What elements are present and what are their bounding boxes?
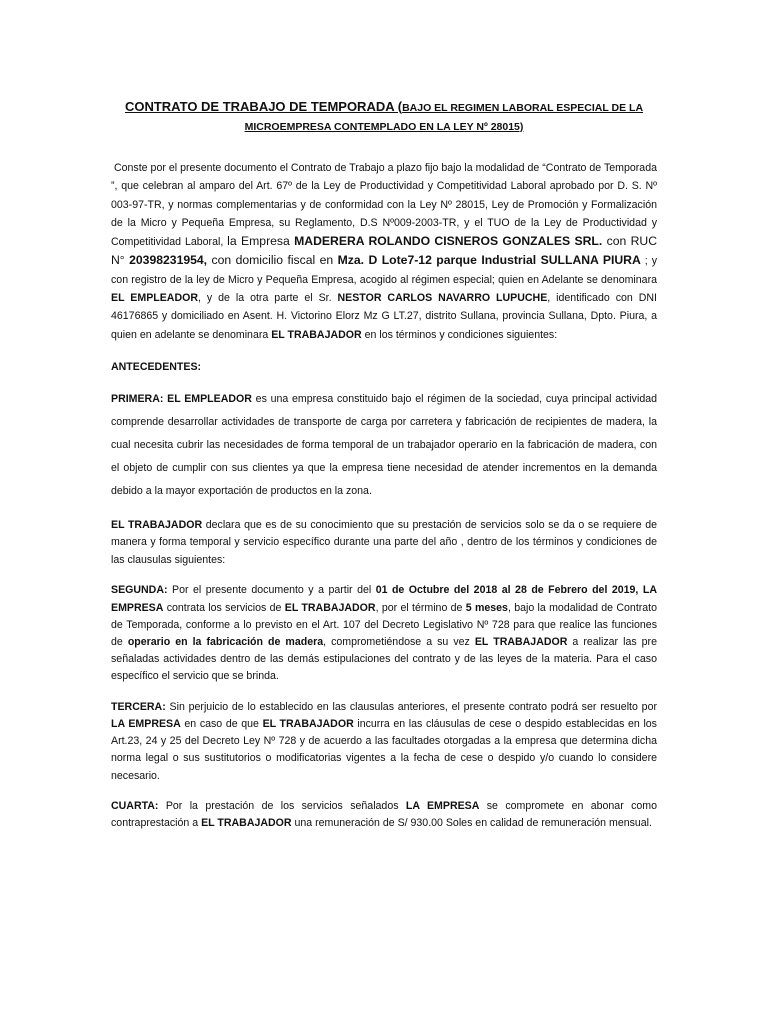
tercera-text-3: incurra en las cláusulas de cese o despido establecidas en los Art.23, 24 y 25 del Decreto Ley Nº 728 y de acuerdo a las facultades otorgadas a la empresa que determina dicha norma legal o sus sustitutorios o modificatorias vigentes a la fecha de cese o despido y/o cuando lo considere necesario. [111, 717, 657, 782]
intro-text-1: Conste por el presente documento el Contrato de Trabajo a plazo fijo bajo la modalidad de “Contrato de Temporada ”, que celebran al amparo del Art. 67º de la Ley de Productividad y Competitividad Laboral aprobado por D. S. Nº 003-97-TR, y normas complementarias y de conformidad con la Ley Nº 28015, Ley de Promoción y Formalización de la Micro y Pequeña Empresa, su Reglamento, D.S Nº009-2003-TR, y el TUO de la Ley de Productividad y Competitividad Laboral, [111, 162, 657, 249]
intro-text-2: la Empresa [227, 234, 295, 249]
contract-dates: 01 de Octubre del 2018 al 28 de Febrero del 2019, [375, 584, 639, 597]
employer-term: EL EMPLEADOR [111, 292, 198, 305]
cuarta-text-3: una remuneración de S/ 930.00 Soles en calidad de remuneración mensual. [291, 816, 652, 829]
segunda-text-4: , por el término de [375, 601, 466, 614]
intro-text-3: con RUC N° [111, 234, 658, 268]
cuarta-text-2: se compromete en abonar como contraprestación a [111, 799, 657, 829]
clause-primera-label: PRIMERA: EL EMPLEADOR [111, 392, 252, 405]
worker-declaration-text: declara que es de su conocimiento que su prestación de servicios solo se da o se requiere de manera y forma temporal y servicio específico durante una parte del año , dentro de los términos y condiciones de las clausulas siguientes: [111, 518, 657, 566]
contract-term: 5 meses [465, 601, 508, 614]
cuarta-text-1: Por la prestación de los servicios señalados [158, 799, 406, 812]
intro-text-5: ; y con registro de la ley de Micro y Pequeña Empresa, acogido al régimen especial; quien en Adelante se denominara [111, 255, 657, 286]
clause-tercera-label: TERCERA: [111, 700, 166, 713]
intro-text-6: , y de la otra parte el Sr. [198, 292, 338, 305]
clause-cuarta [111, 798, 657, 832]
segunda-trabajador-2: EL TRABAJADOR [474, 636, 568, 649]
tercera-empresa: LA EMPRESA [111, 717, 181, 730]
worker-declaration [111, 517, 657, 570]
segunda-empresa: LA EMPRESA [111, 584, 657, 614]
document-title [111, 98, 657, 117]
intro-paragraph [111, 159, 657, 344]
company-ruc: 20398231954, [129, 253, 208, 268]
segunda-text-1: Por el presente documento y a partir del [167, 584, 376, 597]
tercera-text-2: en caso de que [180, 717, 263, 730]
segunda-text-6: , comprometiéndose a su vez [323, 636, 475, 649]
job-role: operario en la fabricación de madera [127, 636, 324, 649]
clause-primera [111, 388, 657, 503]
title-sub: BAJO EL REGIMEN LABORAL ESPECIAL DE LA [402, 102, 644, 114]
company-name: MADERERA ROLANDO CISNEROS GONZALES SRL. [294, 234, 603, 249]
cuarta-empresa: LA EMPRESA [405, 799, 480, 812]
contract-document [111, 98, 657, 832]
intro-text-8: en los términos y condiciones siguientes: [361, 328, 558, 341]
intro-text-4: con domicilio fiscal en [207, 253, 338, 268]
worker-name: NESTOR CARLOS NAVARRO LUPUCHE [337, 292, 548, 305]
tercera-trabajador: EL TRABAJADOR [262, 717, 354, 730]
segunda-trabajador: EL TRABAJADOR [284, 601, 376, 614]
segunda-text-3: contrata los servicios de [163, 601, 285, 614]
clause-segunda [111, 582, 657, 685]
tercera-text-1: Sin perjuicio de lo establecido en las clausulas anteriores, el presente contrato podrá ser resuelto por [165, 700, 657, 713]
document-title-line2: MICROEMPRESA CONTEMPLADO EN LA LEY Nº 28015) [244, 121, 524, 133]
antecedentes-heading: ANTECEDENTES: [111, 360, 202, 373]
segunda-text-5: , bajo la modalidad de Contrato de Temporada, conforme a lo previsto en el Art. 107 del Decreto Legislativo Nº 728 para que realice las funciones de [111, 601, 658, 649]
clause-primera-text: es una empresa constituido bajo el régimen de la sociedad, cuya principal actividad comprende desarrollar actividades de transporte de carga por carretera y fabricación de recipientes de madera, la cual necesita cubrir las necesidades de forma temporal de un trabajador operario en la fabricación de madera, con el objeto de cumplir con sus clientes ya que la empresa tiene necesidad de atender incrementos en la demanda debido a la mayor exportación de productos en la zona. [111, 392, 657, 497]
clause-tercera [111, 699, 657, 785]
worker-declaration-label: EL TRABAJADOR [111, 518, 203, 531]
clause-segunda-label: SEGUNDA: [111, 584, 168, 597]
segunda-text-7: a realizar las pre señaladas actividades dentro de las demás estipulaciones del contrato y de las leyes de la materia. Para el caso específico el servicio que se brinda. [111, 636, 657, 683]
cuarta-trabajador: EL TRABAJADOR [201, 816, 292, 829]
intro-text-7: , identificado con DNI 46176865 y domiciliado en Asent. H. Victorino Elorz Mz G LT.27, distrito Sullana, provincia Sullana, Dpto. Piura, a quien en adelante se denominara [111, 292, 657, 341]
worker-term: EL TRABAJADOR [271, 328, 362, 341]
company-address: Mza. D Lote7-12 parque Industrial SULLANA PIURA [337, 253, 641, 268]
clause-cuarta-label: CUARTA: [111, 799, 159, 812]
title-main: CONTRATO DE TRABAJO DE TEMPORADA ( [124, 99, 403, 114]
